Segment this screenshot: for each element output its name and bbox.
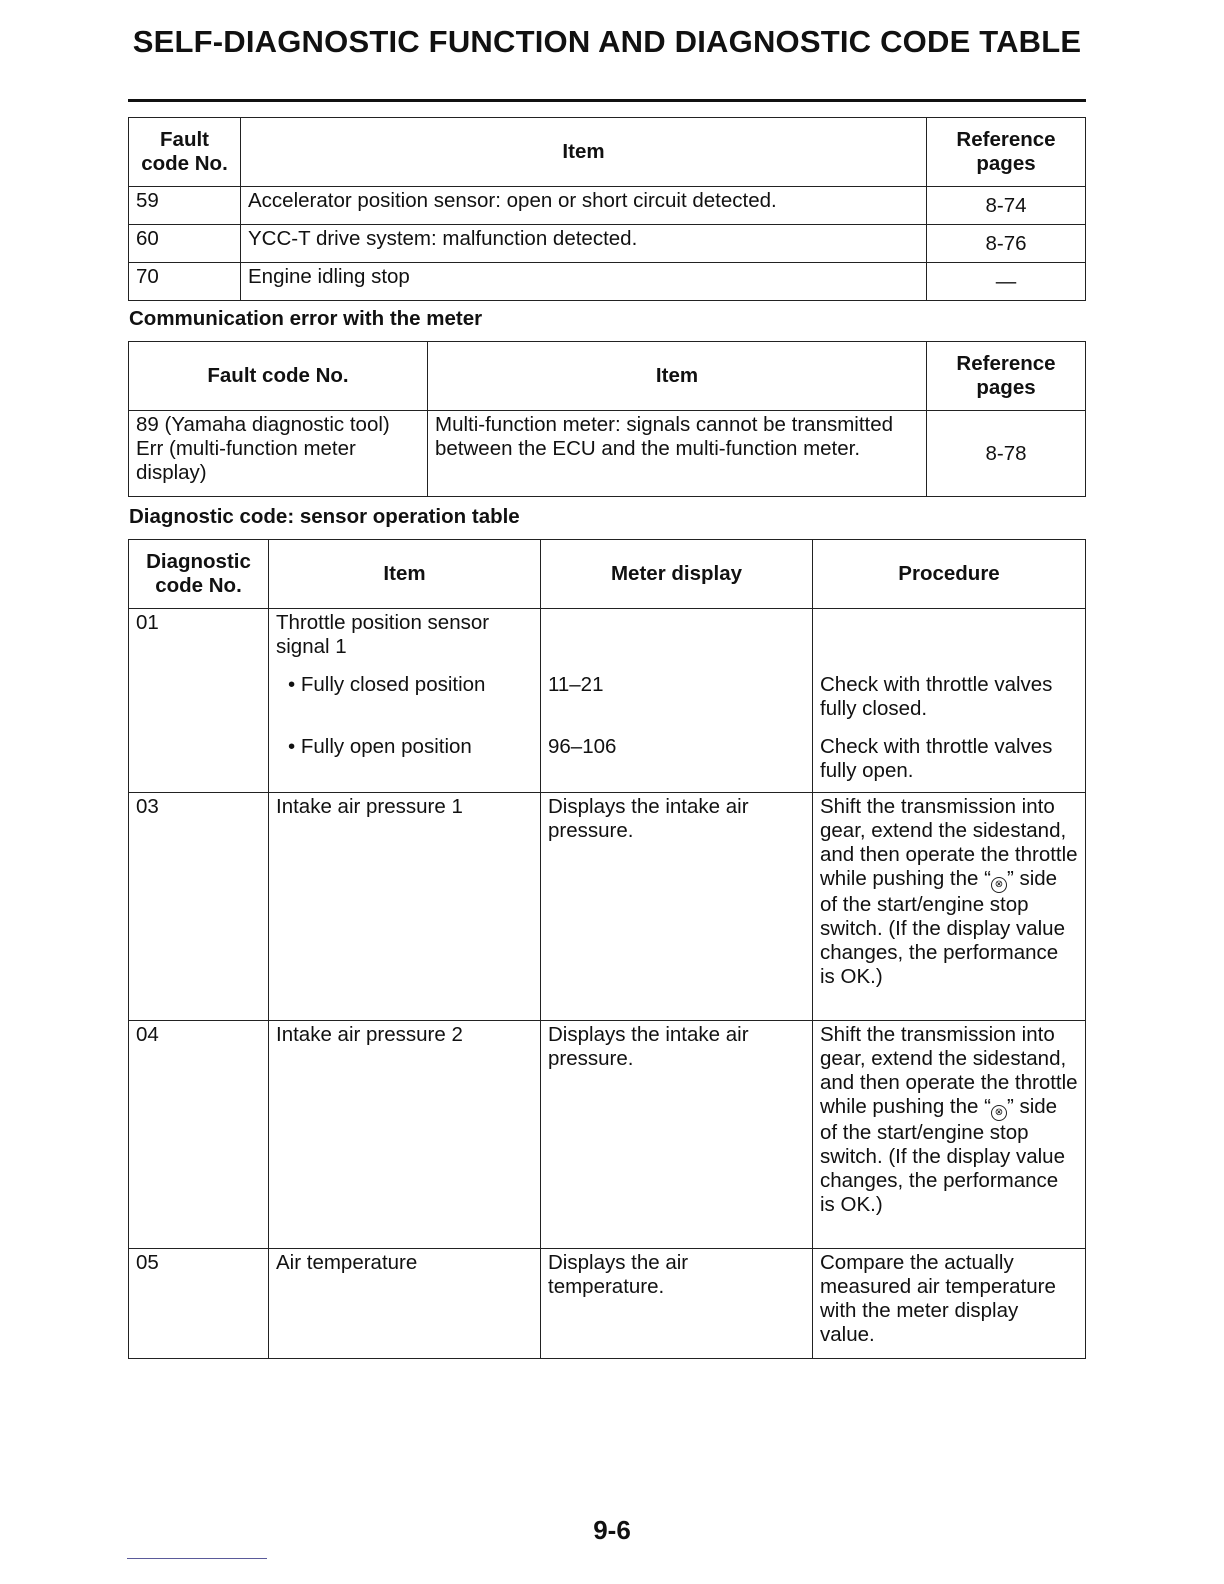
diagnostic-code: 01 — [129, 609, 269, 793]
sensor-item: Air temperature — [269, 1249, 541, 1359]
header-diagnostic-code: Diagnostic code No. — [129, 540, 269, 609]
procedure-text-start: Shift the transmission into gear, extend the sidestand, and then operate the throttle while pushing the “ — [820, 795, 1078, 890]
title-divider — [128, 99, 1086, 102]
procedure-closed: Check with throttle valves fully closed. — [820, 673, 1053, 720]
table-row — [129, 225, 1086, 263]
procedure-text-end: ” side of the start/engine stop switch. (If the display value changes, the performance is OK.) — [820, 867, 1065, 988]
table-row — [129, 263, 1086, 301]
sub-item-closed: • Fully closed position — [288, 673, 486, 696]
table-header-row — [129, 540, 1086, 609]
header-item: Item — [269, 540, 541, 609]
fault-code: 70 — [129, 263, 241, 301]
diagnostic-code: 05 — [129, 1249, 269, 1359]
header-meter-display: Meter display — [541, 540, 813, 609]
sub-item-open: • Fully open position — [288, 735, 472, 758]
sensor-item: Intake air pressure 1 — [269, 793, 541, 1021]
meter-display: Displays the intake air pressure. — [541, 793, 813, 1021]
table-row — [129, 1249, 1086, 1359]
reference-page: — — [927, 263, 1086, 301]
procedure — [813, 609, 1086, 793]
table-header-row — [129, 342, 1086, 411]
header-reference-pages: Reference pages — [927, 118, 1086, 187]
fault-item: Multi-function meter: signals cannot be transmitted between the ECU and the multi-function meter. — [428, 411, 927, 497]
engine-stop-switch-icon: ⊗ — [991, 1105, 1007, 1121]
table-row — [129, 609, 1086, 793]
procedure-text-start: Shift the transmission into gear, extend the sidestand, and then operate the throttle while pushing the “ — [820, 1023, 1078, 1118]
sensor-operation-table — [128, 539, 1086, 1359]
reference-page: 8-78 — [927, 411, 1086, 497]
section-heading-communication: Communication error with the meter — [129, 307, 483, 330]
engine-stop-switch-icon: ⊗ — [991, 877, 1007, 893]
header-item: Item — [428, 342, 927, 411]
header-reference-pages: Reference pages — [927, 342, 1086, 411]
procedure-text-end: ” side of the start/engine stop switch. (If the display value changes, the performance is OK.) — [820, 1095, 1065, 1216]
page-number: 9-6 — [593, 1515, 631, 1545]
procedure-open: Check with throttle valves fully open. — [820, 735, 1053, 782]
display-closed: 11–21 — [548, 673, 604, 696]
table-row — [129, 1021, 1086, 1249]
fault-code: 60 — [129, 225, 241, 263]
fault-code: 89 (Yamaha diagnostic tool) Err (multi-function meter display) — [129, 411, 428, 497]
reference-page: 8-74 — [927, 187, 1086, 225]
section-heading-sensor-table: Diagnostic code: sensor operation table — [129, 505, 520, 528]
sensor-item-label: Throttle position sensor signal 1 — [276, 611, 490, 658]
fault-code: 59 — [129, 187, 241, 225]
procedure — [813, 1021, 1086, 1249]
header-procedure: Procedure — [813, 540, 1086, 609]
header-fault-code: Fault code No. — [129, 118, 241, 187]
sensor-item — [269, 609, 541, 793]
meter-display — [541, 609, 813, 793]
header-item: Item — [241, 118, 927, 187]
diagnostic-code: 04 — [129, 1021, 269, 1249]
sensor-item: Intake air pressure 2 — [269, 1021, 541, 1249]
display-open: 96–106 — [548, 735, 617, 758]
footer-rule — [127, 1558, 267, 1559]
fault-item: Engine idling stop — [241, 263, 927, 301]
table-header-row — [129, 118, 1086, 187]
communication-error-table — [128, 341, 1086, 497]
fault-item: Accelerator position sensor: open or short circuit detected. — [241, 187, 927, 225]
page-title: SELF-DIAGNOSTIC FUNCTION AND DIAGNOSTIC CODE TABLE — [132, 24, 1082, 59]
fault-code-table — [128, 117, 1086, 301]
procedure: Compare the actually measured air temperature with the meter display value. — [813, 1249, 1086, 1359]
meter-display: Displays the intake air pressure. — [541, 1021, 813, 1249]
meter-display: Displays the air temperature. — [541, 1249, 813, 1359]
fault-item: YCC-T drive system: malfunction detected. — [241, 225, 927, 263]
table-row — [129, 411, 1086, 497]
reference-page: 8-76 — [927, 225, 1086, 263]
table-row — [129, 187, 1086, 225]
header-fault-code: Fault code No. — [129, 342, 428, 411]
table-row — [129, 793, 1086, 1021]
procedure — [813, 793, 1086, 1021]
diagnostic-code: 03 — [129, 793, 269, 1021]
